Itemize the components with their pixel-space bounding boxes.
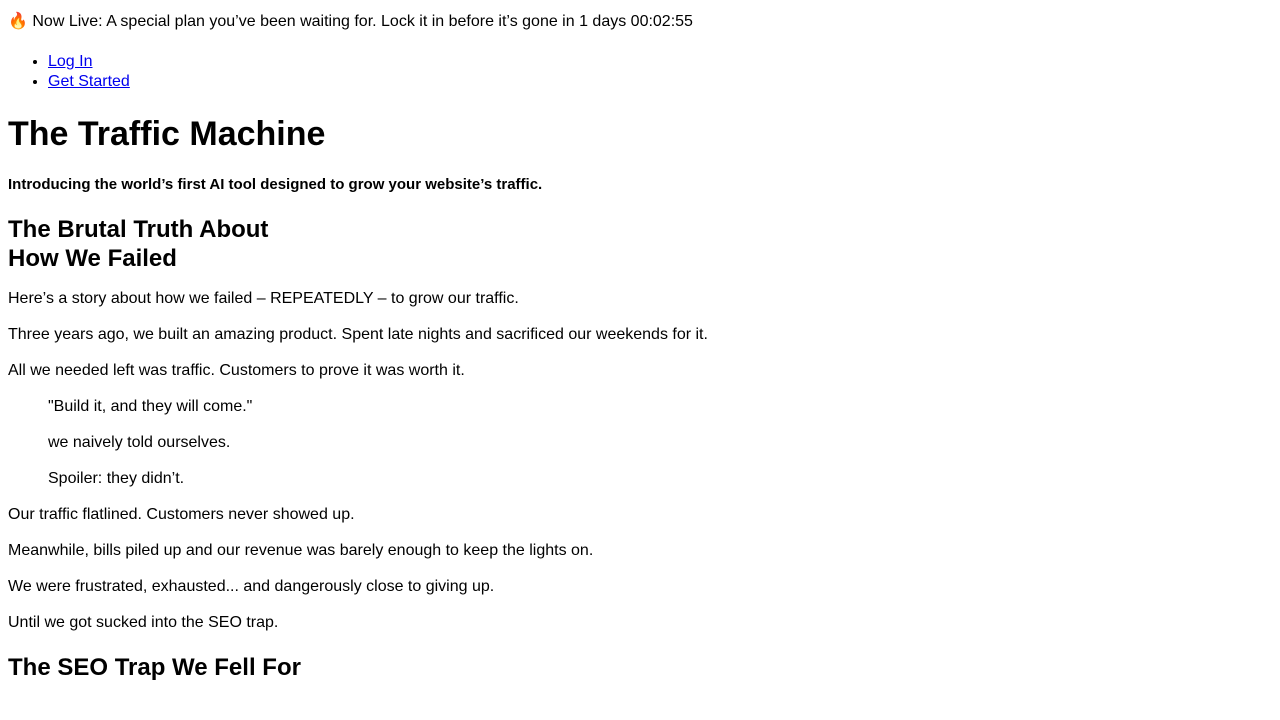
story-paragraph: We were frustrated, exhausted... and dangerously close to giving up. (8, 578, 495, 595)
story-quote (48, 397, 1272, 489)
story-paragraph: All we needed left was traffic. Customers to prove it was worth it. (8, 362, 465, 379)
announcement-text: Now Live: A special plan you’ve been waiting for. Lock it in before it’s gone in 1 days 00:02:55 (32, 13, 693, 30)
announcement-bar (8, 8, 1272, 36)
section-heading-line-1: The Brutal Truth About (8, 216, 269, 243)
login-link[interactable]: Log In (48, 53, 93, 70)
story-paragraph: Three years ago, we built an amazing product. Spent late nights and sacrificed our weekends for it. (8, 326, 708, 343)
page-title: The Traffic Machine (8, 115, 326, 153)
story-paragraph: Our traffic flatlined. Customers never showed up. (8, 506, 355, 523)
section-heading-seo-trap: The SEO Trap We Fell For (8, 654, 301, 681)
get-started-link[interactable]: Get Started (48, 73, 130, 90)
story-paragraph: Here’s a story about how we failed – REPEATEDLY – to grow our traffic. (8, 290, 519, 307)
fire-icon: 🔥 (8, 13, 28, 30)
story-paragraph: Meanwhile, bills piled up and our revenue was barely enough to keep the lights on. (8, 542, 594, 559)
quote-line: "Build it, and they will come." (48, 398, 253, 415)
hero-subtitle: Introducing the world’s first AI tool designed to grow your website’s traffic. (8, 176, 543, 193)
nav-list (8, 52, 1272, 92)
nav-item-get-started (48, 72, 1272, 92)
quote-line: Spoiler: they didn’t. (48, 470, 185, 487)
section-heading-line-2: How We Failed (8, 245, 177, 272)
story-paragraph: Until we got sucked into the SEO trap. (8, 614, 279, 631)
nav-item-login (48, 52, 1272, 72)
quote-line: we naively told ourselves. (48, 434, 231, 451)
section-heading-brutal-truth (8, 215, 1272, 273)
